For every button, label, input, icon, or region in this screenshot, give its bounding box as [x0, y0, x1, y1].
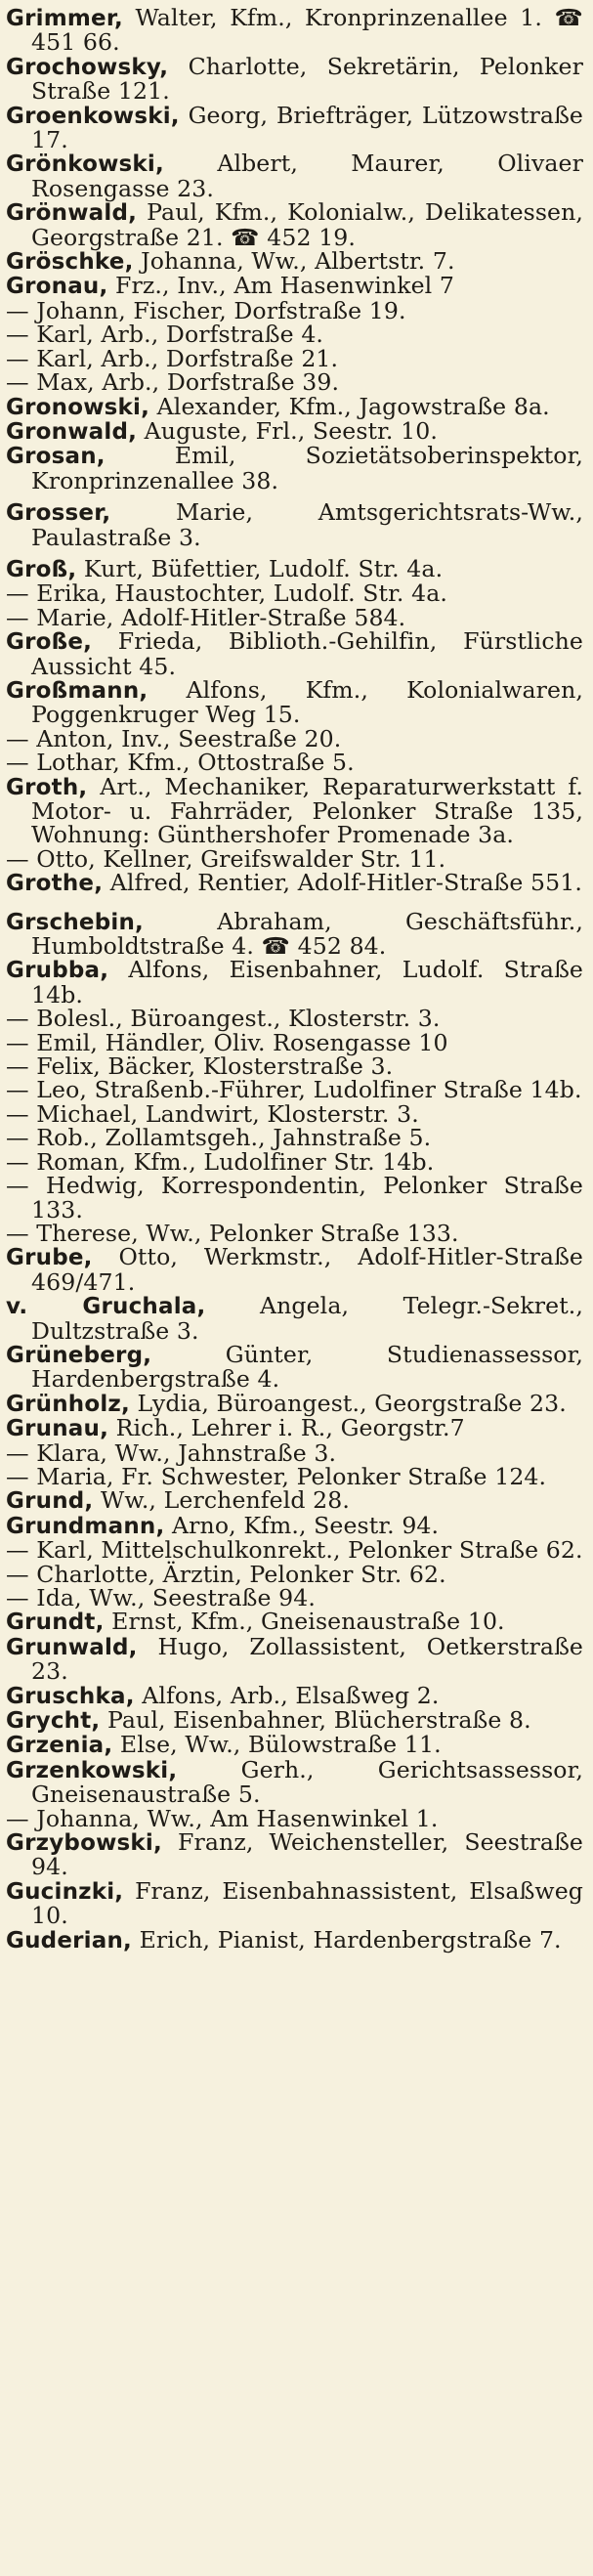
directory-entry — [6, 675, 583, 729]
entry-text: Emil, Sozietätsoberinspektor, Kronprinzenallee 38. — [31, 442, 583, 494]
directory-entry — [6, 1245, 583, 1294]
entry-text: Ww., Lerchenfeld 28. — [93, 1486, 350, 1515]
entry-text: — Felix, Bäcker, Klosterstraße 3. — [6, 1052, 394, 1081]
entry-name: Grönwald, — [6, 200, 138, 227]
directory-entry — [6, 1124, 583, 1152]
directory-entry — [6, 749, 583, 777]
entry-name: Grundmann, — [6, 1513, 165, 1539]
entry-name: Grzybowski, — [6, 1830, 162, 1857]
directory-entry — [6, 392, 583, 420]
directory-entry — [6, 1755, 583, 1809]
entry-text: Alfons, Arb., Elsaßweg 2. — [134, 1681, 440, 1709]
entry-name: Grund, — [6, 1488, 94, 1515]
entry-text: — Karl, Arb., Dorfstraße 4. — [6, 321, 324, 349]
entry-text: Alfons, Eisenbahner, Ludolf. Straße 14b. — [31, 956, 583, 1009]
entry-text: Frieda, Biblioth.-Gehilfin, Fürstliche Aussicht 45. — [31, 627, 583, 680]
directory-entry — [6, 907, 583, 961]
entry-text: — Johann, Fischer, Dorfstraße 19. — [6, 296, 406, 324]
directory-entry — [6, 1147, 583, 1176]
entry-name: Grunwald, — [6, 1634, 138, 1660]
directory-entry — [6, 1219, 583, 1247]
entry-text: Art., Mechaniker, Reparaturwerkstatt f. Motor- u. Fahrräder, Pelonker Straße 135, Wohnung: Günthershofer Promenade 3a. — [31, 772, 583, 849]
entry-text: Gerh., Gerichtsassessor, Gneisenaustraße 5. — [31, 1755, 583, 1809]
directory-entry — [6, 1632, 583, 1686]
entry-name: Grschebin, — [6, 909, 144, 935]
entry-text: — Hedwig, Korrespondentin, Pelonker Straße 133. — [6, 1172, 583, 1224]
entry-text: Frz., Inv., Am Hasenwinkel 7 — [107, 272, 455, 300]
entry-text: — Karl, Mittelschulkonrekt., Pelonker Straße 62. — [6, 1536, 583, 1565]
directory-entry — [6, 344, 583, 372]
directory-entry — [6, 200, 583, 249]
directory-entry — [6, 629, 583, 678]
entry-text: Else, Ww., Bülowstraße 11. — [112, 1731, 442, 1759]
entry-name: Gronau, — [6, 274, 108, 300]
entry-name: Guderian, — [6, 1927, 132, 1953]
directory-entry — [6, 1876, 583, 1930]
directory-entry — [6, 1610, 583, 1634]
entry-text: Hugo, Zollassistent, Oetkerstraße 23. — [31, 1632, 583, 1686]
directory-entry — [6, 580, 583, 608]
directory-entry — [6, 1536, 583, 1565]
directory-entry — [6, 1294, 583, 1343]
directory-entry — [6, 1488, 583, 1513]
directory-entry — [6, 1681, 583, 1709]
directory-entry — [6, 1340, 583, 1394]
entry-name: Grosan, — [6, 444, 106, 470]
entry-text: Walter, Kfm., Kronprinzenallee 1. ☎ 451 66. — [31, 4, 583, 57]
directory-entry — [6, 444, 583, 493]
entry-text: — Roman, Kfm., Ludolfiner Str. 14b. — [6, 1147, 435, 1176]
directory-entry — [6, 1416, 583, 1440]
directory-entry — [6, 368, 583, 397]
entry-text: Arno, Kfm., Seestr. 94. — [164, 1511, 440, 1539]
entry-text: Otto, Werkmstr., Adolf-Hitler-Straße 469/471. — [31, 1243, 583, 1296]
entry-name: Gronwald, — [6, 418, 138, 445]
entry-text: Alexander, Kfm., Jagowstraße 8a. — [149, 392, 550, 420]
entry-text: Angela, Telegr.-Sekret., Dultzstraße 3. — [31, 1292, 583, 1345]
entry-text: Alfred, Rentier, Adolf-Hitler-Straße 551. — [103, 869, 582, 897]
entry-name: Grönkowski, — [6, 151, 164, 178]
entry-text: Charlotte, Sekretärin, Pelonker Straße 121. — [31, 52, 583, 106]
directory-entry — [6, 296, 583, 324]
entry-text: Franz, Weichensteller, Seestraße 94. — [31, 1828, 583, 1881]
entry-text: Abraham, Geschäftsführ., Humboldtstraße 4. ☎ 452 84. — [31, 907, 583, 961]
directory-entry — [6, 1052, 583, 1081]
entry-name: Grycht, — [6, 1708, 101, 1735]
directory-entry — [6, 416, 583, 445]
directory-entry — [6, 500, 583, 549]
entry-text: Georg, Briefträger, Lützowstraße 17. — [31, 101, 583, 154]
entry-name: Grüneberg, — [6, 1342, 152, 1368]
entry-name: Grundt, — [6, 1610, 105, 1636]
entry-text: — Klara, Ww., Jahnstraße 3. — [6, 1438, 337, 1467]
entry-name: Grunau, — [6, 1416, 109, 1442]
entry-text: Günter, Studienassessor, Hardenbergstraße 4. — [31, 1340, 583, 1394]
entry-text: — Ida, Ww., Seestraße 94. — [6, 1584, 316, 1611]
directory-entry — [6, 1586, 583, 1610]
entry-text: — Karl, Arb., Dorfstraße 21. — [6, 344, 339, 372]
entry-text: — Anton, Inv., Seestraße 20. — [6, 724, 342, 752]
entry-name: Grosser, — [6, 500, 111, 527]
directory-entry — [6, 1099, 583, 1128]
directory-entry — [6, 321, 583, 349]
entry-text: — Erika, Haustochter, Ludolf. Str. 4a. — [6, 580, 447, 608]
directory-entry — [6, 554, 583, 582]
directory-entry — [6, 6, 583, 55]
entry-text: Paul, Kfm., Kolonialw., Delikatessen, Georgstraße 21. ☎ 452 19. — [31, 198, 583, 251]
entry-text: Albert, Maurer, Olivaer Rosengasse 23. — [31, 150, 583, 202]
entry-name: Großmann, — [6, 677, 148, 704]
directory-entry — [6, 1560, 583, 1588]
directory-entry — [6, 1804, 583, 1832]
entry-name: Grubba, — [6, 958, 109, 984]
entry-text: Rich., Lehrer i. R., Georgstr.7 — [108, 1414, 465, 1442]
directory-entry — [6, 724, 583, 752]
entry-text: Alfons, Kfm., Kolonialwaren, Poggenkruger Weg 15. — [31, 675, 583, 729]
entry-name: Grzenkowski, — [6, 1757, 178, 1783]
directory-entry — [6, 1028, 583, 1056]
entry-text: — Bolesl., Büroangest., Klosterstr. 3. — [6, 1005, 441, 1033]
entry-name: Gucinzki, — [6, 1878, 124, 1905]
directory-entry — [6, 1733, 583, 1757]
entry-name: Gronowski, — [6, 394, 150, 420]
entry-text: Marie, Amtsgerichtsrats-Ww., Paulastraße 3. — [31, 498, 583, 551]
entry-name: Groß, — [6, 556, 77, 582]
entry-text: — Emil, Händler, Oliv. Rosengasse 10 — [6, 1028, 448, 1056]
directory-entry — [6, 1830, 583, 1879]
entry-text: Lydia, Büroangest., Georgstraße 23. — [129, 1389, 567, 1417]
entry-text: Erich, Pianist, Hardenbergstraße 7. — [131, 1925, 562, 1953]
directory-entry — [6, 1174, 583, 1222]
entry-text: Kurt, Büfettier, Ludolf. Str. 4a. — [76, 554, 444, 582]
entry-text: Paul, Eisenbahner, Blücherstraße 8. — [100, 1706, 531, 1735]
entry-text: Johanna, Ww., Albertstr. 7. — [133, 247, 455, 276]
entry-text: — Michael, Landwirt, Klosterstr. 3. — [6, 1099, 419, 1128]
directory-entry — [6, 772, 583, 849]
entry-text: — Therese, Ww., Pelonker Straße 133. — [6, 1219, 459, 1247]
directory-entry — [6, 1708, 583, 1733]
directory-entry — [6, 844, 583, 873]
entry-name: Grochowsky, — [6, 54, 169, 80]
directory-entry — [6, 1005, 583, 1033]
directory-entry — [6, 1925, 583, 1953]
entry-name: Groenkowski, — [6, 103, 180, 129]
directory-entry — [6, 1076, 583, 1104]
directory-entry — [6, 1438, 583, 1467]
entry-text: — Johanna, Ww., Am Hasenwinkel 1. — [6, 1804, 439, 1832]
directory-entry — [6, 603, 583, 631]
entry-name: Große, — [6, 629, 93, 656]
entry-name: Groth, — [6, 774, 88, 800]
entry-text: — Marie, Adolf-Hitler-Straße 584. — [6, 603, 406, 631]
entry-name: Grzenia, — [6, 1733, 113, 1759]
entry-text: Franz, Eisenbahnassistent, Elsaßweg 10. — [31, 1876, 583, 1930]
entry-name: Grube, — [6, 1245, 93, 1271]
directory-entry — [6, 871, 583, 895]
entry-text: Auguste, Frl., Seestr. 10. — [137, 416, 438, 445]
entry-text: — Maria, Fr. Schwester, Pelonker Straße 124. — [6, 1462, 547, 1490]
directory-entry — [6, 101, 583, 154]
entry-name: Gröschke, — [6, 249, 134, 276]
directory-entry — [6, 1389, 583, 1417]
entry-name: Grünholz, — [6, 1391, 130, 1417]
directory-entry — [6, 1511, 583, 1539]
entry-text: — Rob., Zollamtsgeh., Jahnstraße 5. — [6, 1124, 432, 1152]
entry-text: — Otto, Kellner, Greifswalder Str. 11. — [6, 844, 446, 873]
entry-name: Grimmer, — [6, 6, 123, 31]
entry-text: — Charlotte, Ärztin, Pelonker Str. 62. — [6, 1560, 446, 1588]
entry-name: v. Gruchala, — [6, 1294, 206, 1320]
directory-entry — [6, 249, 583, 274]
entry-text: — Leo, Straßenb.-Führer, Ludolfiner Straße 14b. — [6, 1076, 582, 1104]
entry-name: Gruschka, — [6, 1683, 135, 1709]
directory-entry — [6, 151, 583, 200]
entry-text: Ernst, Kfm., Gneisenaustraße 10. — [104, 1608, 505, 1636]
directory-entry — [6, 1462, 583, 1490]
directory-entry — [6, 958, 583, 1007]
entry-text: — Lothar, Kfm., Ottostraße 5. — [6, 749, 355, 777]
entry-text: — Max, Arb., Dorfstraße 39. — [6, 368, 340, 397]
entry-name: Grothe, — [6, 871, 104, 897]
directory-entry — [6, 274, 583, 298]
directory-entry — [6, 52, 583, 106]
